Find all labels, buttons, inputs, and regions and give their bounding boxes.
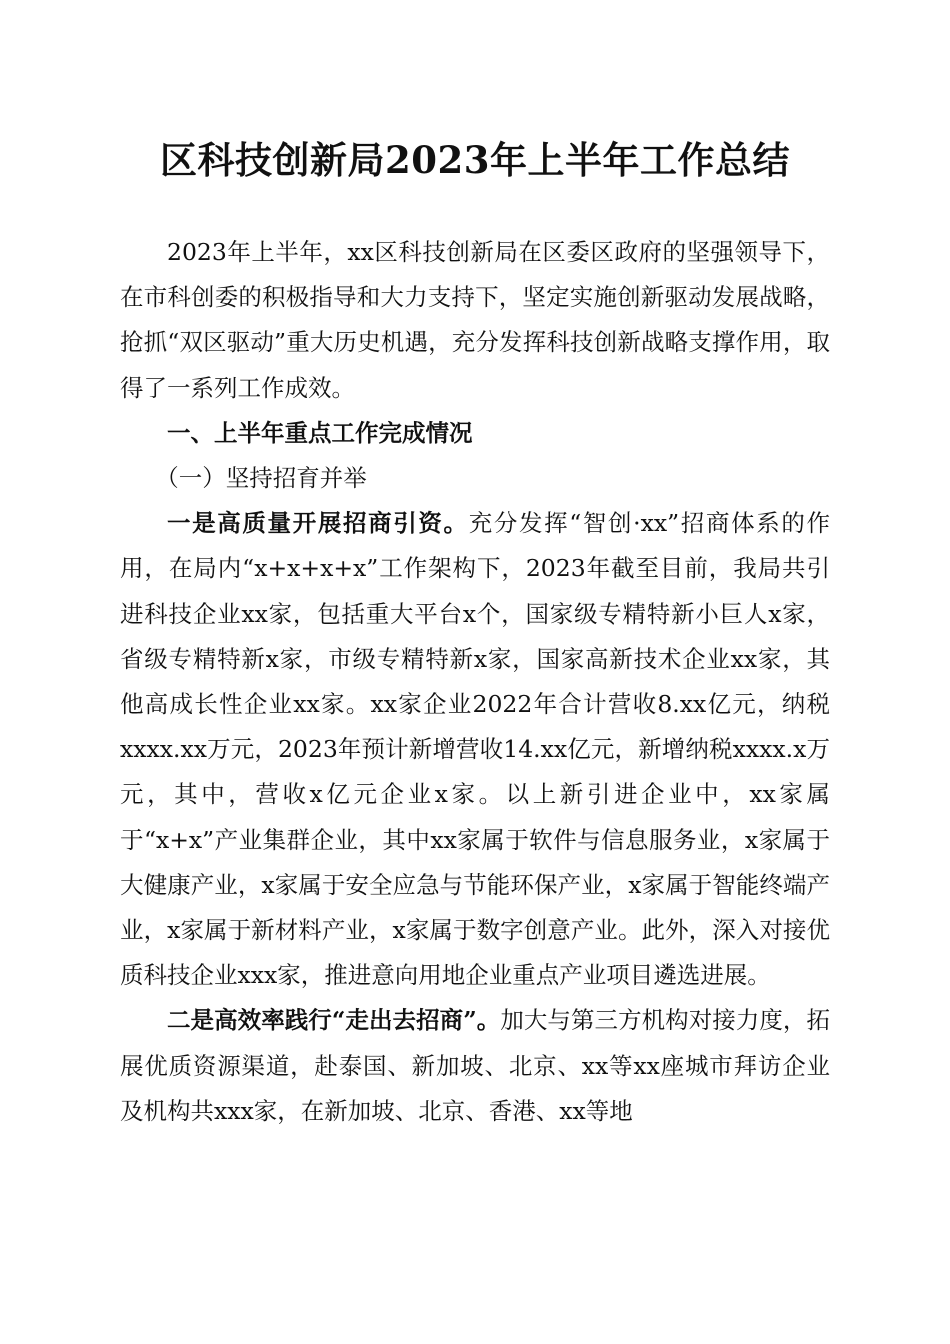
item-2-text: 加大与第三方机构对接力度，拓展优质资源渠道，赴泰国、新加坡、北京、xx等xx座城市拜访企业及机构共xxx家，在新加坡、北京、香港、xx等地	[120, 1006, 830, 1125]
item-2-lead: 二是高效率践行“走出去招商”。	[167, 1006, 501, 1035]
item-paragraph-2	[120, 998, 830, 1134]
document-title: 区科技创新局2023年上半年工作总结	[160, 138, 790, 182]
intro-paragraph: 2023年上半年，xx区科技创新局在区委区政府的坚强领导下，在市科创委的积极指导和大力支持下，坚定实施创新驱动发展战略，抢抓“双区驱动”重大历史机遇，充分发挥科技创新战略支撑作用，取得了一系列工作成效。	[120, 238, 830, 402]
item-paragraph-1	[120, 501, 830, 998]
item-1-text: 充分发挥“智创·xx”招商体系的作用，在局内“x+x+x+x”工作架构下，2023年截至目前，我局共引进科技企业xx家，包括重大平台x个，国家级专精特新小巨人x家，省级专精特新x家，市级专精特新x家，国家高新技术企业xx家，其他高成长性企业xx家。xx家企业2022年合计营收8.xx亿元，纳税xxxx.xx万元，2023年预计新增营收14.xx亿元，新增纳税xxxx.x万元，其中，营收x亿元企业x家。以上新引进企业中，xx家属于“x+x”产业集群企业，其中xx家属于软件与信息服务业，x家属于大健康产业，x家属于安全应急与节能环保产业，x家属于智能终端产业，x家属于新材料产业，x家属于数字创意产业。此外，深入对接优质科技企业xxx家，推进意向用地企业重点产业项目遴选进展。	[120, 509, 831, 990]
subsection-heading: （一）坚持招育并举	[155, 464, 367, 493]
item-1-lead: 一是高质量开展招商引资。	[167, 509, 469, 538]
section-heading: 一、上半年重点工作完成情况	[167, 418, 473, 447]
document-body	[120, 230, 830, 1134]
